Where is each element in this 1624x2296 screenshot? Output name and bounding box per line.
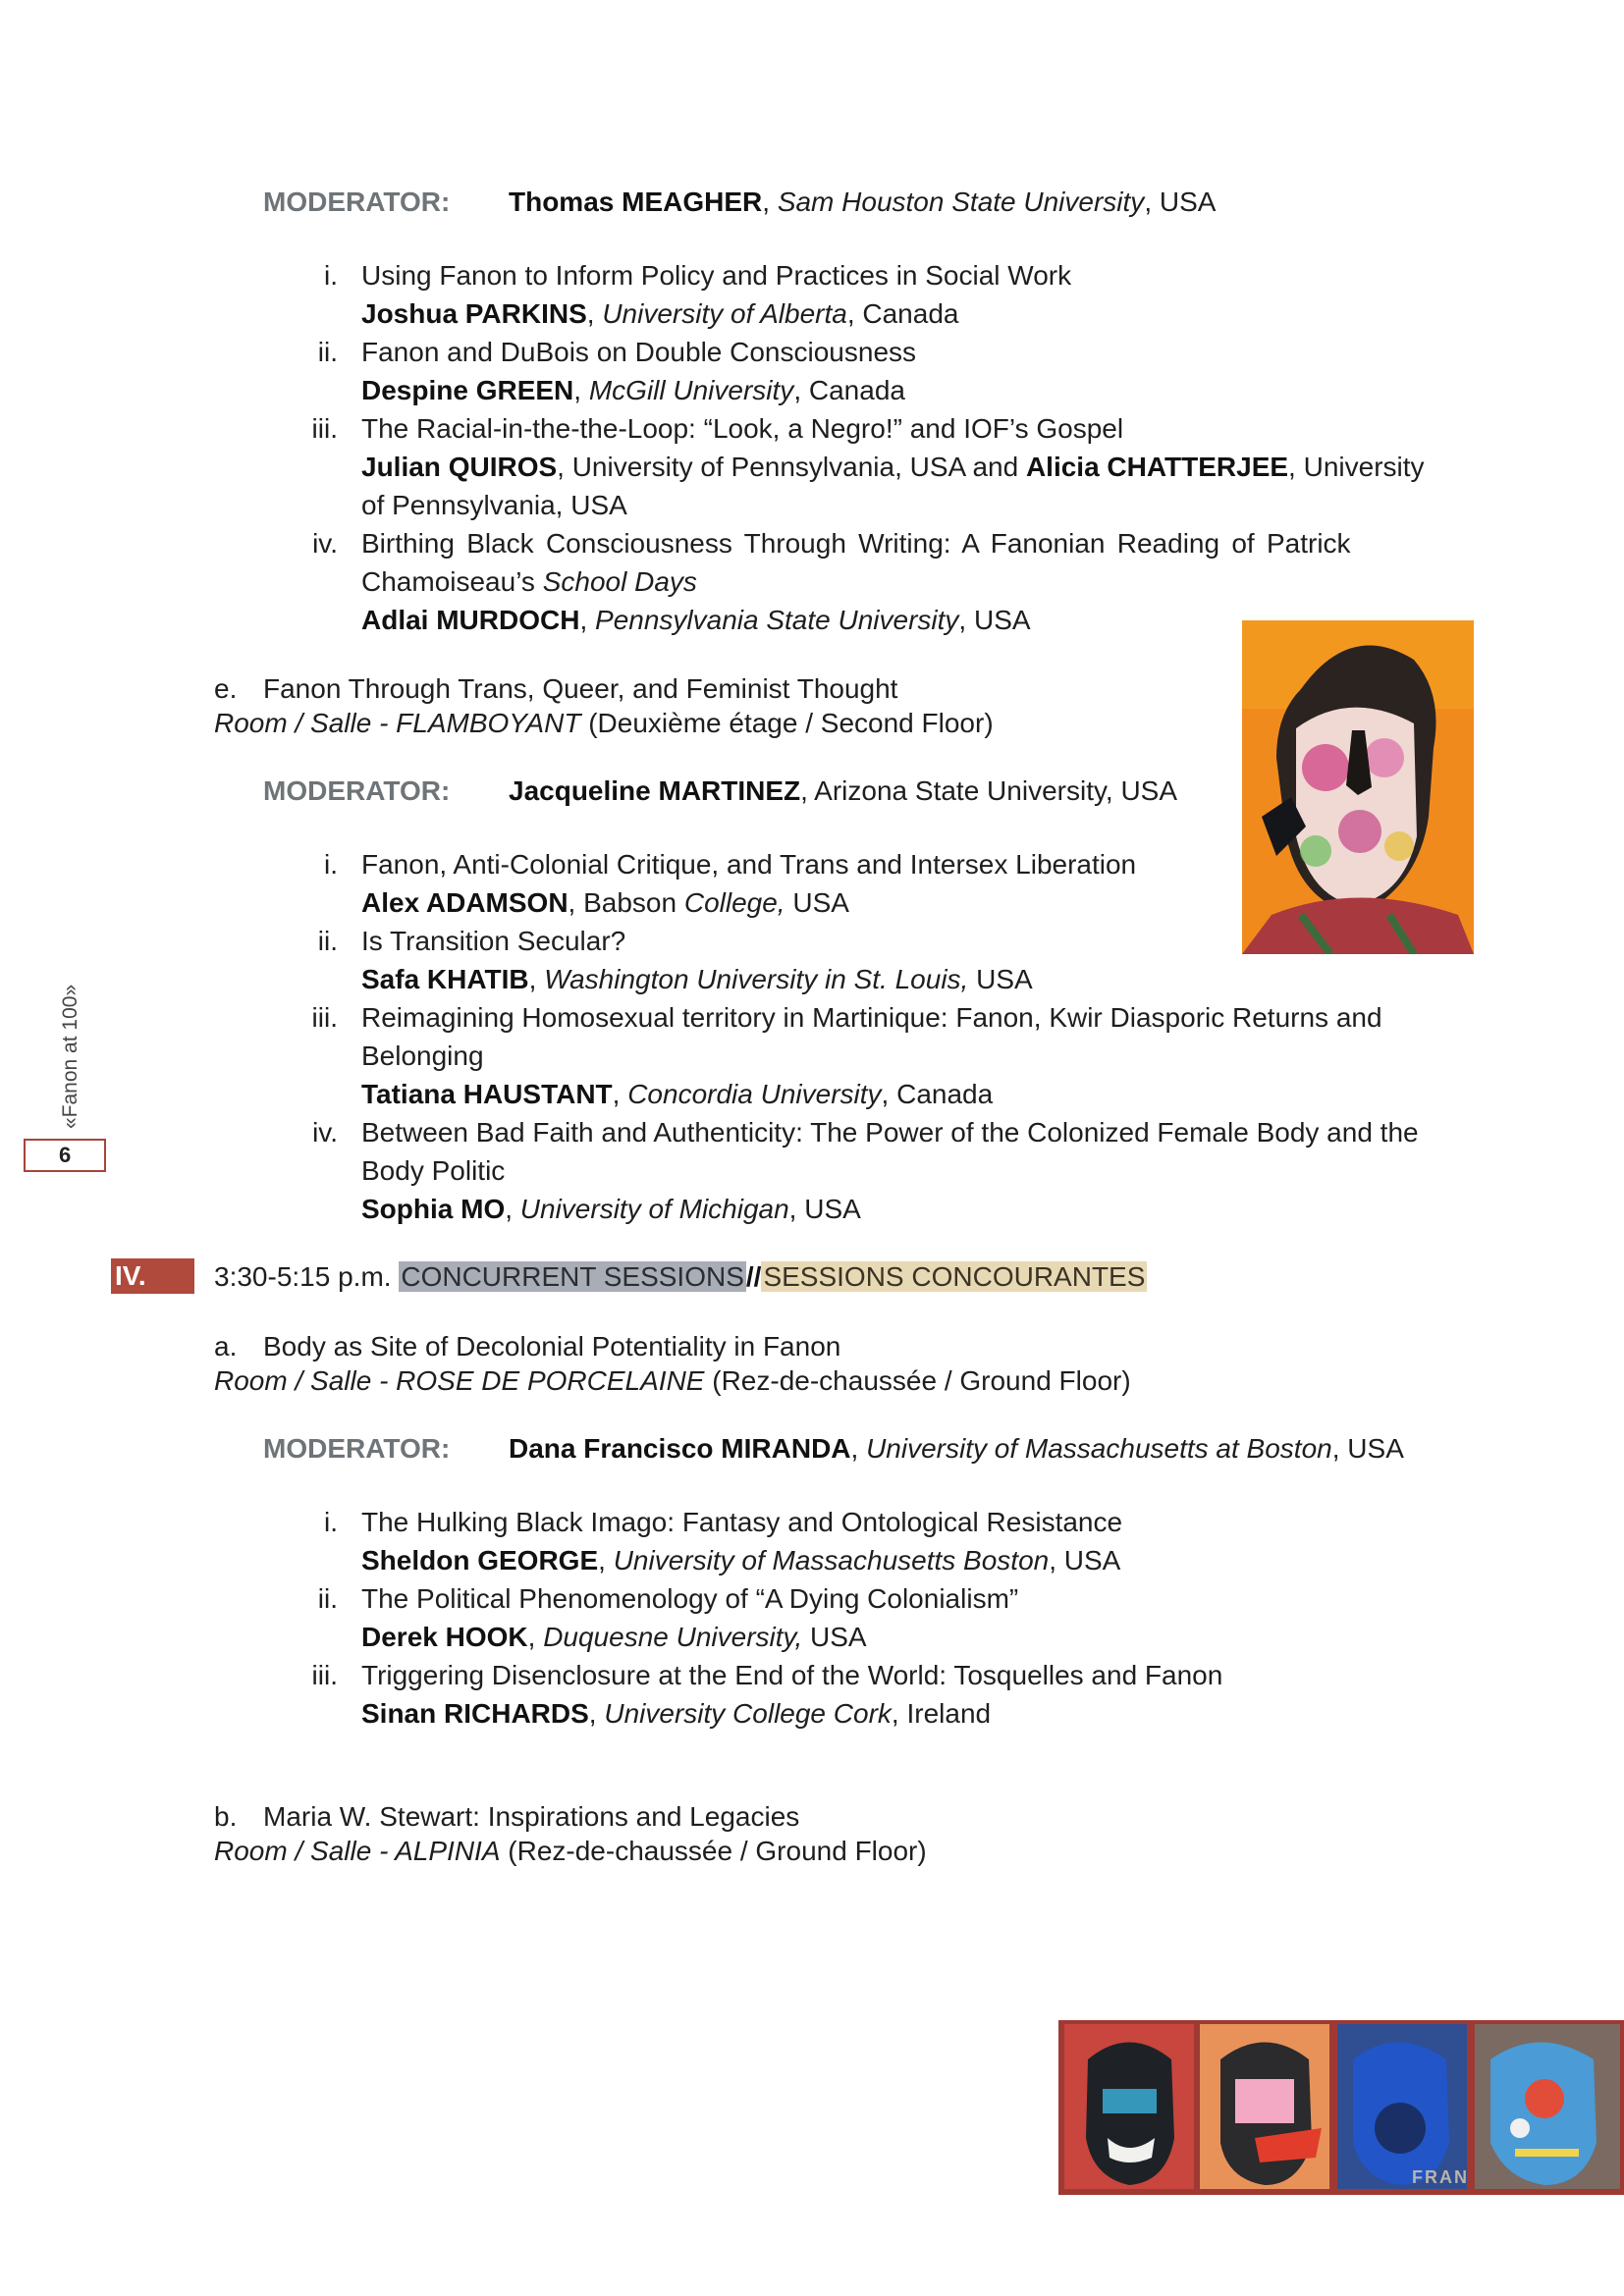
paper-author-line: Sinan RICHARDS, University College Cork, Ireland bbox=[361, 1698, 992, 1729]
moderator-info: Dana Francisco MIRANDA, University of Massachusetts at Boston, USA bbox=[509, 1433, 1404, 1464]
moderator-info: Thomas MEAGHER, Sam Houston State University, USA bbox=[509, 187, 1217, 217]
author-country: Canada bbox=[808, 375, 905, 405]
moderator-label: MODERATOR: bbox=[263, 1433, 451, 1464]
moderator-row bbox=[263, 772, 450, 810]
paper-number: iii. bbox=[311, 1002, 338, 1033]
moderator-name: Jacqueline MARTINEZ bbox=[509, 775, 801, 806]
paper-author-line: Derek HOOK, Duquesne University, USA bbox=[361, 1622, 867, 1652]
moderator-country: USA bbox=[1159, 187, 1217, 217]
author-country: USA bbox=[968, 964, 1033, 994]
paper-title-cont: Body Politic bbox=[361, 1155, 506, 1186]
session-room bbox=[214, 1362, 1131, 1400]
room-floor: (Deuxième étage / Second Floor) bbox=[588, 708, 994, 738]
paper-author-line: Alex ADAMSON, Babson College, USA bbox=[361, 887, 849, 918]
paper-number: iv. bbox=[312, 528, 338, 559]
paper-title: Triggering Disenclosure at the End of the World: Tosquelles and Fanon bbox=[361, 1660, 1223, 1690]
paper-number: i. bbox=[324, 1507, 338, 1537]
author-country: USA bbox=[802, 1622, 867, 1652]
paper-title: The Political Phenomenology of “A Dying Colonialism” bbox=[361, 1583, 1019, 1614]
session-letter: e. bbox=[214, 673, 238, 704]
author-affiliation: Washington University in St. Louis, bbox=[544, 964, 969, 994]
paper-title: Birthing Black Consciousness Through Writing: A Fanonian Reading of Patrick bbox=[361, 528, 1351, 559]
author-affiliation: Pennsylvania State University bbox=[595, 605, 959, 635]
artwork-strip-drawing bbox=[1058, 2020, 1624, 2195]
author-country: Canada bbox=[862, 298, 959, 329]
running-title: «Fanon at 100» bbox=[59, 984, 81, 1129]
moderator-label: MODERATOR: bbox=[263, 187, 451, 217]
moderator-row bbox=[263, 183, 450, 221]
section-label-en: CONCURRENT SESSIONS bbox=[401, 1261, 744, 1292]
paper-author-line: Adlai MURDOCH, Pennsylvania State University, USA bbox=[361, 605, 1031, 635]
author-name: Adlai MURDOCH bbox=[361, 605, 580, 635]
author-affiliation: University of Alberta bbox=[602, 298, 847, 329]
moderator-name: Thomas MEAGHER bbox=[509, 187, 763, 217]
author-name: Derek HOOK bbox=[361, 1622, 528, 1652]
session-room bbox=[214, 704, 994, 742]
paper-title: Reimagining Homosexual territory in Martinique: Fanon, Kwir Diasporic Returns and bbox=[361, 1002, 1382, 1033]
moderator-affiliation: University of Massachusetts at Boston bbox=[866, 1433, 1332, 1464]
session-title: Body as Site of Decolonial Potentiality in Fanon bbox=[263, 1331, 841, 1362]
section-separator: // bbox=[745, 1261, 762, 1292]
section-time: 3:30-5:15 p.m. bbox=[214, 1261, 392, 1292]
paper-number: iv. bbox=[312, 1117, 338, 1148]
author-name: Joshua PARKINS bbox=[361, 298, 587, 329]
paper-author-line: Sophia MO, University of Michigan, USA bbox=[361, 1194, 861, 1224]
paper-title: The Racial-in-the-the-Loop: “Look, a Negro!” and IOF’s Gospel bbox=[361, 413, 1124, 444]
section-header bbox=[214, 1257, 1147, 1296]
room-floor: (Rez-de-chaussée / Ground Floor) bbox=[508, 1836, 927, 1866]
paper-number: i. bbox=[324, 260, 338, 291]
paper-title: Fanon, Anti-Colonial Critique, and Trans and Intersex Liberation bbox=[361, 849, 1137, 880]
paper-title: The Hulking Black Imago: Fantasy and Ontological Resistance bbox=[361, 1507, 1123, 1537]
author-name-2: Alicia CHATTERJEE bbox=[1025, 452, 1289, 482]
paper-author-line: Despine GREEN, McGill University, Canada bbox=[361, 375, 905, 405]
paper-title: Using Fanon to Inform Policy and Practices in Social Work bbox=[361, 260, 1072, 291]
paper-title: Is Transition Secular? bbox=[361, 926, 626, 956]
author-country: USA bbox=[1063, 1545, 1121, 1575]
author-name: Alex ADAMSON bbox=[361, 887, 568, 918]
room-name: Room / Salle - ALPINIA bbox=[214, 1836, 501, 1866]
paper-author-line-cont: of Pennsylvania, USA bbox=[361, 490, 627, 520]
moderator-affiliation: Sam Houston State University bbox=[777, 187, 1145, 217]
book-title: School Days bbox=[542, 566, 697, 597]
author-affiliation: University of Michigan bbox=[519, 1194, 789, 1224]
paper-number: ii. bbox=[317, 337, 338, 367]
author-affiliation: University of Massachusetts Boston bbox=[613, 1545, 1050, 1575]
moderator-name: Dana Francisco MIRANDA bbox=[509, 1433, 851, 1464]
author-name: Tatiana HAUSTANT bbox=[361, 1079, 613, 1109]
room-name: Room / Salle - FLAMBOYANT bbox=[214, 708, 581, 738]
paper-number: ii. bbox=[317, 926, 338, 956]
author-affiliation: McGill University bbox=[588, 375, 794, 405]
author-name: Sheldon GEORGE bbox=[361, 1545, 599, 1575]
paper-author-line: Safa KHATIB, Washington University in St. Louis, USA bbox=[361, 964, 1033, 994]
moderator-info bbox=[509, 772, 1177, 810]
section-label-fr: SESSIONS CONCOURANTES bbox=[763, 1261, 1146, 1292]
author-country: USA bbox=[785, 887, 849, 918]
portrait-artwork-drawing bbox=[1242, 620, 1474, 954]
paper-number: i. bbox=[324, 849, 338, 880]
author-country: USA bbox=[973, 605, 1031, 635]
session-room bbox=[214, 1832, 927, 1870]
author-name: Sophia MO bbox=[361, 1194, 506, 1224]
session-title: Fanon Through Trans, Queer, and Feminist Thought bbox=[263, 673, 898, 704]
moderator-country: USA bbox=[1347, 1433, 1404, 1464]
moderator-row bbox=[263, 1429, 450, 1468]
moderator-affiliation: , Arizona State University, USA bbox=[800, 775, 1178, 806]
author-group-1: Julian QUIROS, University of Pennsylvania, USA and Alicia CHATTERJEE, University bbox=[361, 452, 1425, 482]
author-country: Ireland bbox=[906, 1698, 992, 1729]
page-number: 6 bbox=[24, 1139, 106, 1172]
paper-author-line: Tatiana HAUSTANT, Concordia University, Canada bbox=[361, 1079, 994, 1109]
author-name: Despine GREEN bbox=[361, 375, 574, 405]
author-affiliation: Concordia University bbox=[627, 1079, 882, 1109]
artwork-strip bbox=[1058, 2020, 1624, 2195]
author-name: Safa KHATIB bbox=[361, 964, 529, 994]
moderator-label: MODERATOR: bbox=[263, 775, 451, 806]
paper-number: iii. bbox=[311, 1660, 338, 1690]
paper-title-cont: Chamoiseau’s School Days bbox=[361, 566, 697, 597]
author-name: Sinan RICHARDS bbox=[361, 1698, 589, 1729]
paper-author-line: Sheldon GEORGE, University of Massachusetts Boston, USA bbox=[361, 1545, 1121, 1575]
paper-number: iii. bbox=[311, 413, 338, 444]
paper-author-line: Joshua PARKINS, University of Alberta, Canada bbox=[361, 298, 959, 329]
paper-author-line bbox=[361, 448, 1469, 486]
paper-title: Between Bad Faith and Authenticity: The Power of the Colonized Female Body and the bbox=[361, 1117, 1419, 1148]
author-country: USA bbox=[804, 1194, 861, 1224]
author-country: Canada bbox=[896, 1079, 994, 1109]
author-affiliation: Duquesne University, bbox=[543, 1622, 803, 1652]
room-floor: (Rez-de-chaussée / Ground Floor) bbox=[712, 1365, 1131, 1396]
paper-title-cont: Belonging bbox=[361, 1041, 484, 1071]
session-letter: a. bbox=[214, 1331, 238, 1362]
paper-title: Fanon and DuBois on Double Consciousness bbox=[361, 337, 917, 367]
section-tag: IV. bbox=[111, 1258, 194, 1294]
artwork-strip-caption: FRAN bbox=[1412, 2167, 1469, 2187]
session-letter: b. bbox=[214, 1801, 238, 1832]
author-name: Julian QUIROS bbox=[361, 452, 558, 482]
session-title: Maria W. Stewart: Inspirations and Legacies bbox=[263, 1801, 800, 1832]
author-affiliation: University College Cork bbox=[604, 1698, 892, 1729]
portrait-artwork bbox=[1242, 620, 1474, 954]
room-name: Room / Salle - ROSE DE PORCELAINE bbox=[214, 1365, 705, 1396]
paper-number: ii. bbox=[317, 1583, 338, 1614]
